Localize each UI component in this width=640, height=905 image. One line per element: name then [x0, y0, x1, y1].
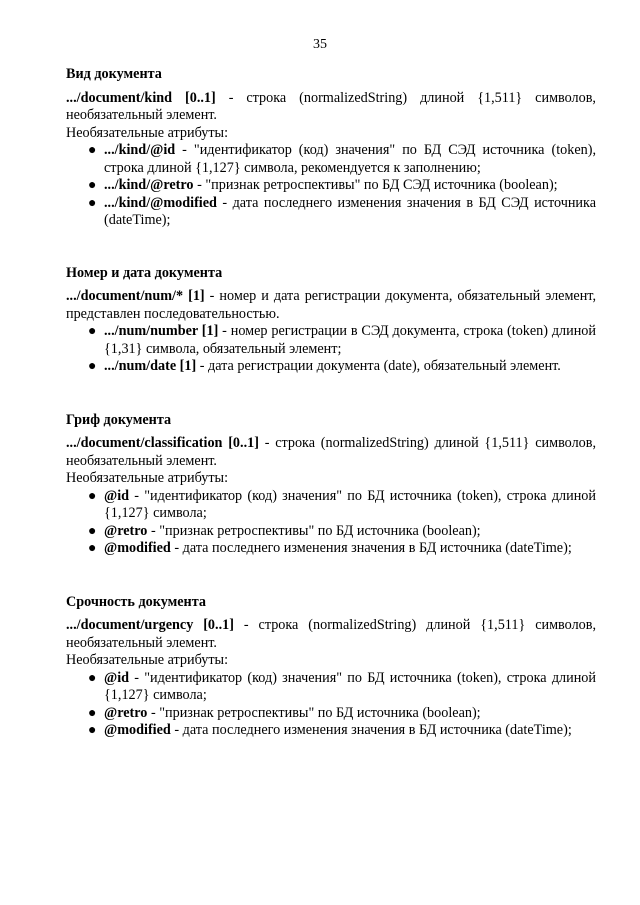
- attribute-key: .../kind/@id: [104, 142, 176, 158]
- section-spacer: [66, 558, 596, 594]
- page-number: 35: [313, 37, 327, 52]
- document-body: [66, 66, 596, 740]
- attributes-label: Необязательные атрибуты:: [66, 124, 229, 141]
- attribute-key: @modified: [104, 540, 171, 556]
- attribute-desc: - дата последнего изменения значения в БД источника (dateTime);: [170, 722, 572, 738]
- attributes-label: Необязательные атрибуты:: [66, 470, 229, 486]
- attribute-list: [66, 142, 596, 230]
- attribute-key: @modified: [104, 722, 171, 738]
- attribute-list: [66, 488, 596, 558]
- bullet-icon: ●: [88, 705, 97, 721]
- list-item: [66, 523, 596, 541]
- attribute-desc: - дата последнего изменения значения в БД источника (dateTime);: [170, 540, 572, 556]
- attribute-desc: - "идентификатор (код) значения" по БД источника (token), строка длиной {1,127} символа;: [104, 487, 596, 521]
- list-item: [66, 323, 596, 358]
- attributes-label: Необязательные атрибуты:: [66, 652, 229, 668]
- list-item: [66, 488, 596, 523]
- attribute-key: .../kind/@retro: [104, 177, 194, 193]
- bullet-icon: ●: [88, 195, 97, 211]
- bullet-icon: ●: [88, 723, 97, 738]
- section-title: Номер и дата документа: [66, 264, 223, 281]
- attribute-key: @id: [104, 487, 130, 504]
- element-desc: - строка (normalizedString) длиной {1,511} символов, необязательный элемент.: [66, 89, 596, 123]
- bullet-icon: ●: [88, 178, 97, 193]
- attribute-key: @id: [104, 669, 130, 686]
- bullet-icon: ●: [88, 541, 97, 556]
- list-item: [66, 540, 596, 558]
- attribute-key: @retro: [104, 704, 148, 721]
- attribute-key: .../num/date [1]: [104, 358, 197, 374]
- section-title: Вид документа: [66, 66, 162, 82]
- attribute-desc: - дата последнего изменения значения в БД СЭД источника (dateTime);: [104, 194, 596, 228]
- element-desc: - строка (normalizedString) длиной {1,511} символов, необязательный элемент.: [66, 617, 596, 651]
- element-desc: - номер и дата регистрации документа, обязательный элемент, представлен последовательностью.: [66, 288, 596, 322]
- element-description: [66, 288, 596, 323]
- element-description: [66, 617, 596, 652]
- bullet-icon: ●: [88, 488, 97, 504]
- attribute-desc: - номер регистрации в СЭД документа, строка (token) длиной {1,31} символа, обязательный элемент;: [104, 323, 596, 357]
- list-item: [66, 195, 596, 230]
- element-desc: - строка (normalizedString) длиной {1,511} символов, необязательный элемент.: [66, 435, 596, 469]
- attribute-list: [66, 670, 596, 740]
- list-item: [66, 177, 596, 195]
- section-title: Срочность документа: [66, 593, 206, 610]
- section-num: [66, 265, 596, 376]
- attribute-key: .../kind/@modified: [104, 194, 217, 211]
- section-kind: [66, 66, 596, 230]
- section-urgency: [66, 594, 596, 740]
- bullet-icon: ●: [88, 143, 97, 158]
- element-path: .../document/kind [0..1]: [66, 89, 216, 106]
- element-description: [66, 90, 596, 125]
- attribute-desc: - "идентификатор (код) значения" по БД СЭД источника (token), строка длиной {1,127} символа, рекомендуется к заполнению;: [104, 142, 596, 176]
- attribute-desc: - "идентификатор (код) значения" по БД источника (token), строка длиной {1,127} символа;: [104, 669, 596, 703]
- bullet-icon: ●: [88, 670, 97, 686]
- attribute-list: [66, 323, 596, 376]
- attribute-desc: - дата регистрации документа (date), обязательный элемент.: [196, 358, 561, 374]
- section-spacer: [66, 376, 596, 412]
- attribute-desc: - "признак ретроспективы" по БД источника (boolean);: [147, 522, 481, 539]
- list-item: [66, 705, 596, 723]
- element-description: [66, 435, 596, 470]
- list-item: [66, 670, 596, 705]
- list-item: [66, 358, 596, 376]
- bullet-icon: ●: [88, 523, 97, 539]
- section-spacer: [66, 230, 596, 265]
- element-path: .../document/num/* [1]: [66, 288, 205, 304]
- attribute-desc: - "признак ретроспективы" по БД СЭД источника (boolean);: [193, 177, 558, 193]
- bullet-icon: ●: [88, 359, 97, 374]
- section-classification: [66, 412, 596, 558]
- attribute-key: @retro: [104, 522, 148, 539]
- attribute-desc: - "признак ретроспективы" по БД источника (boolean);: [147, 704, 481, 721]
- section-title: Гриф документа: [66, 411, 172, 428]
- element-path: .../document/classification [0..1]: [66, 435, 259, 451]
- element-path: .../document/urgency [0..1]: [66, 617, 234, 633]
- list-item: [66, 142, 596, 177]
- attribute-key: .../num/number [1]: [104, 323, 219, 339]
- bullet-icon: ●: [88, 324, 97, 339]
- list-item: [66, 722, 596, 740]
